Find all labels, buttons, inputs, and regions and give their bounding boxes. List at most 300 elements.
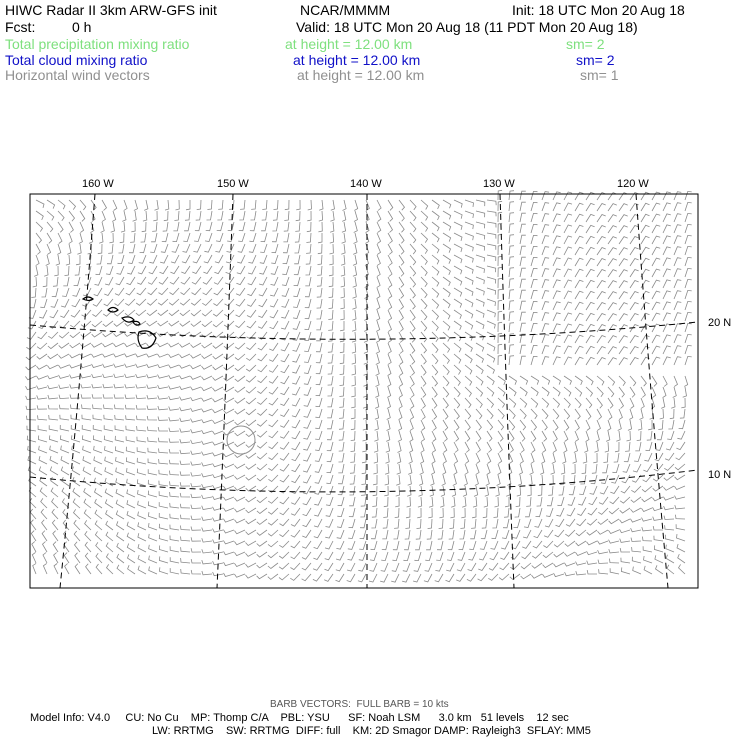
wind-barb <box>138 490 147 497</box>
wind-barb <box>520 213 526 222</box>
wind-barb <box>351 398 355 408</box>
wind-barb <box>609 559 619 563</box>
wind-barb <box>95 521 102 530</box>
wind-barb <box>631 486 641 492</box>
wind-barb <box>26 354 36 360</box>
wind-barb <box>291 508 300 515</box>
wind-barb <box>304 343 311 352</box>
wind-barb <box>685 268 692 277</box>
wind-barb <box>171 255 179 263</box>
wind-barb <box>317 266 322 275</box>
wind-barb <box>586 346 595 354</box>
wind-barb <box>410 255 416 265</box>
wind-barb <box>392 552 399 561</box>
wind-barb <box>159 459 168 464</box>
wind-barb <box>454 200 462 208</box>
wind-barb <box>421 299 427 309</box>
wind-barb <box>258 321 267 328</box>
wind-barb <box>685 202 692 211</box>
wind-barb <box>147 364 158 368</box>
wind-barb <box>663 346 671 354</box>
wind-barb <box>258 365 267 372</box>
wind-barb <box>454 222 462 230</box>
wind-barb <box>532 574 543 578</box>
wind-barb <box>64 553 69 563</box>
wind-barb <box>619 215 628 222</box>
wind-barb <box>424 574 432 582</box>
wind-barb <box>350 475 355 484</box>
wind-barb <box>575 324 583 332</box>
wind-barb <box>630 387 635 397</box>
wind-barb <box>586 387 593 397</box>
wind-barb <box>280 508 289 515</box>
wind-barb <box>352 299 356 309</box>
wind-barb <box>159 524 168 530</box>
wind-barb <box>352 332 356 342</box>
wind-barb <box>191 462 201 466</box>
wind-barb <box>194 233 201 242</box>
wind-barb <box>468 563 476 571</box>
wind-barb <box>27 436 36 442</box>
wind-barb <box>227 233 234 242</box>
wind-barb <box>292 354 300 362</box>
wind-barb <box>95 488 103 497</box>
wind-barb <box>43 563 47 574</box>
wind-barb <box>629 409 633 420</box>
wind-barb <box>115 288 124 295</box>
wind-barb <box>443 442 447 453</box>
wind-barb <box>361 497 366 506</box>
wind-barb <box>340 354 344 364</box>
wind-barb <box>432 321 438 331</box>
wind-barb <box>454 354 461 363</box>
wind-barb <box>615 442 619 452</box>
wind-barb <box>148 480 157 486</box>
wind-barb <box>674 486 685 490</box>
wind-barb <box>454 398 460 408</box>
wind-barb <box>340 343 344 353</box>
wind-barb <box>586 335 595 343</box>
wind-barb <box>392 563 399 571</box>
wind-barb <box>421 321 427 331</box>
wind-barb <box>388 354 391 365</box>
wind-barb <box>336 563 344 571</box>
wind-barb <box>598 550 608 554</box>
wind-barb <box>441 486 445 496</box>
wind-barb <box>272 244 279 253</box>
wind-barb <box>33 563 36 574</box>
wind-barb <box>663 214 671 222</box>
wind-barb <box>337 519 344 528</box>
wind-barb <box>476 255 485 262</box>
wind-barb <box>53 531 58 541</box>
wind-barb <box>498 376 505 385</box>
wind-barb <box>564 409 570 419</box>
wind-barb <box>410 398 414 409</box>
wind-barb <box>115 415 124 420</box>
wind-barb <box>41 498 47 508</box>
wind-barb <box>410 431 413 442</box>
wind-barb <box>80 200 86 210</box>
wind-barb <box>386 453 390 463</box>
wind-barb <box>259 266 267 274</box>
wind-barb <box>553 247 561 255</box>
wind-barb <box>113 354 124 357</box>
wind-barb <box>246 387 256 393</box>
wind-barb <box>59 375 70 379</box>
wind-barb <box>191 559 201 563</box>
wind-barb <box>483 508 487 518</box>
wind-barb <box>432 420 436 431</box>
wind-barb <box>282 299 290 307</box>
wind-barb <box>677 431 685 439</box>
wind-barb <box>62 477 69 486</box>
wind-barb <box>304 387 311 395</box>
field-precip-sm: sm= 2 <box>566 36 605 52</box>
wind-barb <box>292 464 301 472</box>
wind-barb <box>268 563 278 569</box>
wind-barb <box>353 266 357 276</box>
wind-barb <box>94 467 102 475</box>
wind-barb <box>498 355 502 365</box>
wind-barb <box>316 365 322 374</box>
wind-barb <box>191 451 201 455</box>
wind-barb <box>620 548 630 552</box>
wind-barb <box>465 244 473 251</box>
wind-barb <box>421 233 428 243</box>
wind-barb <box>432 255 439 264</box>
wind-barb <box>608 204 617 211</box>
wind-barb <box>126 447 135 453</box>
wind-barb <box>509 191 514 200</box>
wind-barb <box>676 524 685 530</box>
wind-barb <box>38 415 48 420</box>
wind-barb <box>159 288 169 295</box>
wind-barb <box>553 335 561 343</box>
wind-barb <box>350 486 356 495</box>
wind-barb <box>159 481 168 486</box>
wind-barb <box>257 541 267 546</box>
wind-barb <box>257 519 267 524</box>
wind-barb <box>170 481 180 486</box>
wind-barb <box>498 256 502 266</box>
wind-barb <box>136 405 146 409</box>
wind-barb <box>450 519 455 529</box>
wind-barb <box>325 541 333 549</box>
wind-barb <box>251 211 257 220</box>
wind-barb <box>597 325 606 333</box>
wind-barb <box>564 324 572 332</box>
wind-barb <box>574 442 578 453</box>
wind-barb <box>51 299 58 307</box>
wind-barb <box>553 376 561 385</box>
wind-barb <box>542 431 547 441</box>
wind-barb <box>317 288 322 297</box>
wind-barb <box>36 222 43 232</box>
wind-barb <box>597 204 606 212</box>
wind-barb <box>314 541 322 549</box>
wind-barb <box>476 365 483 374</box>
wind-barb <box>498 267 502 277</box>
wind-barb <box>257 574 267 579</box>
wind-barb <box>246 508 256 513</box>
wind-barb <box>381 552 388 561</box>
wind-barb <box>398 442 402 453</box>
wind-barb <box>180 299 190 305</box>
wind-barb <box>329 266 333 276</box>
wind-barb <box>261 222 267 231</box>
wind-barb <box>271 255 278 264</box>
wind-barb <box>388 332 391 343</box>
wind-barb <box>159 535 168 541</box>
wind-barb <box>450 508 454 518</box>
wind-barb <box>654 464 663 471</box>
wind-barb <box>634 453 641 462</box>
wind-barb <box>598 519 608 524</box>
wind-barb <box>468 552 476 560</box>
wind-barb <box>410 420 413 431</box>
wind-barb <box>397 464 401 474</box>
wind-barb <box>685 246 692 255</box>
wind-barb <box>257 431 267 437</box>
wind-barb <box>270 310 278 318</box>
wind-barb <box>641 387 645 398</box>
wind-barb <box>180 321 190 326</box>
wind-barb <box>317 310 323 319</box>
wind-barb <box>348 552 356 560</box>
wind-barb <box>465 200 474 207</box>
wind-barb <box>137 437 146 442</box>
wind-barb <box>213 398 224 402</box>
wind-barb <box>248 255 256 263</box>
wind-barb <box>531 398 538 408</box>
wind-barb <box>329 277 333 287</box>
wind-barb <box>213 518 224 522</box>
wind-barb <box>158 406 168 410</box>
wind-barb <box>82 435 91 442</box>
wind-barb <box>377 222 381 233</box>
field-cloud-height: at height = 12.00 km <box>293 52 421 68</box>
wind-barb <box>586 420 590 431</box>
wind-barb <box>555 530 564 537</box>
wind-barb <box>610 497 619 504</box>
wind-barb <box>246 453 256 458</box>
wind-barb <box>520 376 528 385</box>
wind-barb <box>31 288 36 298</box>
wind-barb <box>421 365 426 375</box>
wind-barb <box>362 453 366 463</box>
wind-barb <box>50 446 58 453</box>
wind-barb <box>554 541 564 547</box>
wind-barb <box>192 266 201 274</box>
wind-barb <box>165 200 169 210</box>
forecast-label: Fcst: <box>5 19 36 35</box>
wind-barb <box>679 420 685 429</box>
wind-barb <box>48 343 58 349</box>
wind-barb <box>465 310 473 318</box>
wind-barb <box>104 415 113 420</box>
wind-barb <box>158 310 168 316</box>
wind-barb <box>349 508 355 517</box>
wind-barb <box>564 192 572 200</box>
lon-label-160w: 160 W <box>82 178 114 190</box>
wind-barb <box>353 288 357 298</box>
wind-barb <box>443 387 449 397</box>
wind-barb <box>597 387 603 397</box>
wind-barb <box>620 519 631 523</box>
wind-barb <box>191 537 201 541</box>
wind-barb <box>631 508 642 512</box>
wind-barb <box>292 431 300 439</box>
wind-barb <box>652 214 660 222</box>
wind-barb <box>509 398 516 408</box>
wind-barb <box>395 508 399 518</box>
wind-barb <box>328 343 333 352</box>
wind-barb <box>391 574 399 582</box>
wind-barb <box>103 364 114 368</box>
wind-barb <box>291 530 300 537</box>
wind-barb <box>454 255 462 263</box>
wind-barb <box>437 541 443 550</box>
wind-barb <box>541 453 545 464</box>
wind-barb <box>421 255 427 265</box>
wind-barb <box>447 552 454 561</box>
wind-barb <box>388 343 391 354</box>
wind-barb <box>520 345 526 354</box>
wind-barb <box>432 288 439 298</box>
wind-barb <box>304 420 312 428</box>
wind-barb <box>486 475 490 486</box>
wind-barb <box>336 541 344 549</box>
wind-barb <box>520 398 527 408</box>
wind-barb <box>257 563 267 568</box>
wind-barb <box>608 325 617 332</box>
wind-barb <box>498 387 505 396</box>
wind-barb <box>190 365 201 369</box>
wind-barb <box>487 409 493 419</box>
wind-barb <box>657 431 663 440</box>
wind-barb <box>432 365 438 375</box>
wind-barb <box>564 291 572 299</box>
wind-barb <box>380 574 388 582</box>
wind-barb <box>138 555 146 563</box>
wind-barb <box>465 255 473 263</box>
wind-barb <box>179 376 190 379</box>
wind-barb <box>77 244 81 254</box>
wind-barb <box>565 552 576 556</box>
wind-barb <box>325 530 333 538</box>
wind-barb <box>238 233 245 242</box>
wind-barb <box>354 200 357 211</box>
wind-barb <box>144 200 148 210</box>
wind-barb <box>674 335 681 343</box>
wind-barb <box>459 541 465 550</box>
wind-barb <box>540 464 544 474</box>
wind-barb <box>237 255 245 263</box>
wind-barb <box>658 420 663 430</box>
wind-barb <box>342 211 346 221</box>
wind-barb <box>369 574 377 582</box>
wind-barb <box>465 288 473 296</box>
wind-barb <box>407 497 411 507</box>
wind-barb <box>641 508 652 512</box>
wind-barb <box>224 365 234 370</box>
wind-barb <box>432 222 439 231</box>
wind-barb <box>410 354 415 364</box>
wind-barb <box>487 288 496 295</box>
wind-barb <box>176 200 180 210</box>
wind-barb <box>646 442 653 451</box>
wind-barb <box>92 384 102 388</box>
wind-barb <box>599 569 608 574</box>
wind-barb <box>191 343 202 348</box>
wind-barb <box>136 299 146 305</box>
wind-barb <box>361 486 366 495</box>
wind-barb <box>330 233 334 243</box>
wind-barb <box>520 268 526 277</box>
wind-barb <box>427 530 432 539</box>
wind-barb <box>273 211 278 220</box>
wind-barb <box>106 543 113 552</box>
wind-barb <box>26 416 36 420</box>
wind-barb <box>163 222 168 231</box>
wind-barb <box>575 313 583 321</box>
wind-barb <box>37 365 48 369</box>
wind-barb <box>439 519 443 529</box>
wind-barb <box>602 464 608 473</box>
wind-barb <box>268 475 278 482</box>
wind-barb <box>42 520 47 530</box>
wind-barb <box>131 222 135 232</box>
wind-barb <box>147 416 157 420</box>
wind-barb <box>353 277 357 287</box>
wind-barb <box>328 332 333 341</box>
wind-barb <box>521 574 531 579</box>
wind-barb <box>414 563 421 571</box>
wind-barb <box>95 277 103 285</box>
wind-barb <box>75 542 81 552</box>
wind-barb <box>302 541 311 548</box>
wind-barb <box>116 500 124 508</box>
wind-barb <box>269 398 278 405</box>
wind-barb <box>515 508 520 517</box>
wind-barb <box>603 453 608 463</box>
wind-barb <box>465 321 473 329</box>
wind-barb <box>531 224 538 233</box>
wind-barb <box>663 269 671 277</box>
wind-barb <box>174 211 179 221</box>
wind-barb <box>512 541 520 549</box>
wind-barb <box>509 345 514 354</box>
wind-barb <box>31 531 36 541</box>
wind-barb <box>597 259 606 267</box>
wind-barb <box>498 278 502 288</box>
wind-barb <box>48 385 58 389</box>
wind-barb <box>552 453 556 464</box>
lon-label-130w: 130 W <box>483 178 515 190</box>
wind-barb <box>531 334 538 343</box>
wind-barb <box>376 332 380 343</box>
wind-barb <box>124 354 135 358</box>
wind-barb <box>149 545 157 552</box>
wind-barb <box>564 214 572 222</box>
wind-barb <box>213 550 223 554</box>
wind-barb <box>169 299 179 305</box>
wind-barb <box>259 299 267 307</box>
wind-barb <box>247 310 256 317</box>
wind-barb <box>674 225 681 233</box>
wind-barb <box>421 277 427 287</box>
